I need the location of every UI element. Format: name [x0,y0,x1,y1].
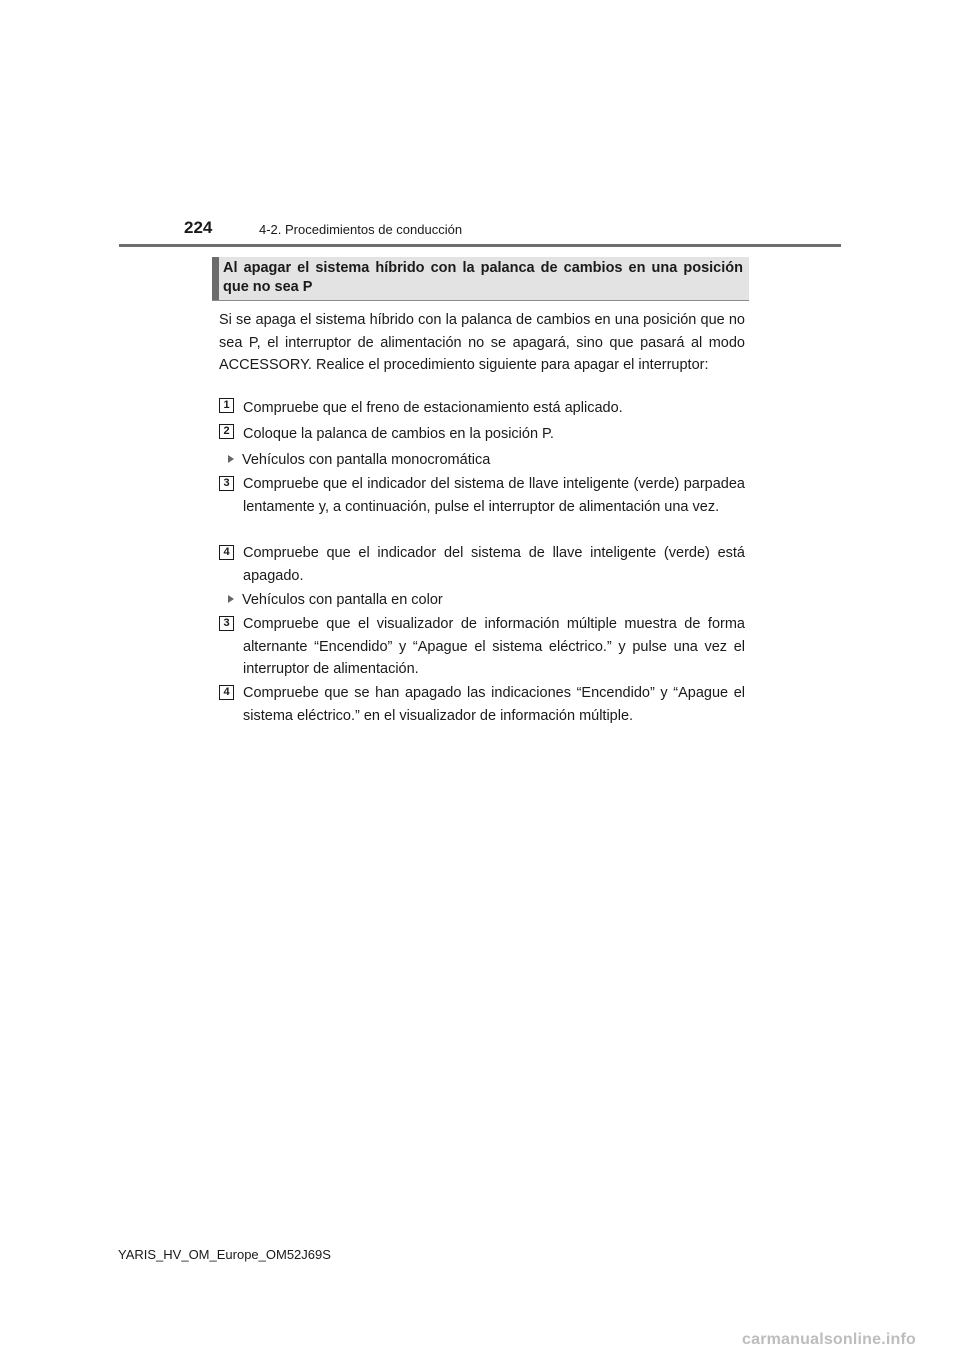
step-badge-4-color: 4 [219,685,234,700]
step-4-mono-text: Compruebe que el indicador del sistema de llave inteligente (verde) está apagado. [243,545,745,584]
step-badge-3-mono: 3 [219,476,234,491]
step-badge-2: 2 [219,424,234,439]
triangle-right-icon [228,595,234,603]
step-3-mono-text: Compruebe que el indicador del sistema de llave inteligente (verde) parpadea lentamente y, a continuación, pulse el interruptor de alimentación una vez. [243,476,745,515]
section-heading-box [212,257,749,301]
sub-label-color [228,589,443,611]
section-heading: Al apagar el sistema híbrido con la palanca de cambios en una posición que no sea P [223,260,743,295]
step-4-color-text: Compruebe que se han apagado las indicaciones “Encendido” y “Apague el sistema eléctrico.” en el visualizador de información múltiple. [243,685,745,724]
step-badge-4-mono: 4 [219,545,234,560]
step-1-text: Compruebe que el freno de estacionamiento está aplicado. [243,400,623,416]
sub-label-monochrome-text: Vehículos con pantalla monocromática [242,452,491,468]
footer-document-code: YARIS_HV_OM_Europe_OM52J69S [118,1247,331,1262]
page-number: 224 [184,218,213,237]
header-rule [119,244,841,247]
heading-accent-bar [212,257,219,300]
triangle-right-icon [228,455,234,463]
section-title: 4-2. Procedimientos de conducción [259,222,463,237]
sub-label-monochrome [228,449,490,471]
step-badge-3-color: 3 [219,616,234,631]
step-2-text: Coloque la palanca de cambios en la posición P. [243,426,554,442]
intro-paragraph: Si se apaga el sistema híbrido con la palanca de cambios en una posición que no sea P, el interruptor de alimentación no se apagará, sino que pasará al modo ACCESSORY. Realice el procedimiento siguiente para apagar el interruptor: [219,312,745,373]
watermark: carmanualsonline.info [742,1331,917,1348]
step-3-color-text: Compruebe que el visualizador de información múltiple muestra de forma alternante “Encendido” y “Apague el sistema eléctrico.” y pulse una vez el interruptor de alimentación. [243,616,745,677]
sub-label-color-text: Vehículos con pantalla en color [242,592,443,608]
step-badge-1: 1 [219,398,234,413]
